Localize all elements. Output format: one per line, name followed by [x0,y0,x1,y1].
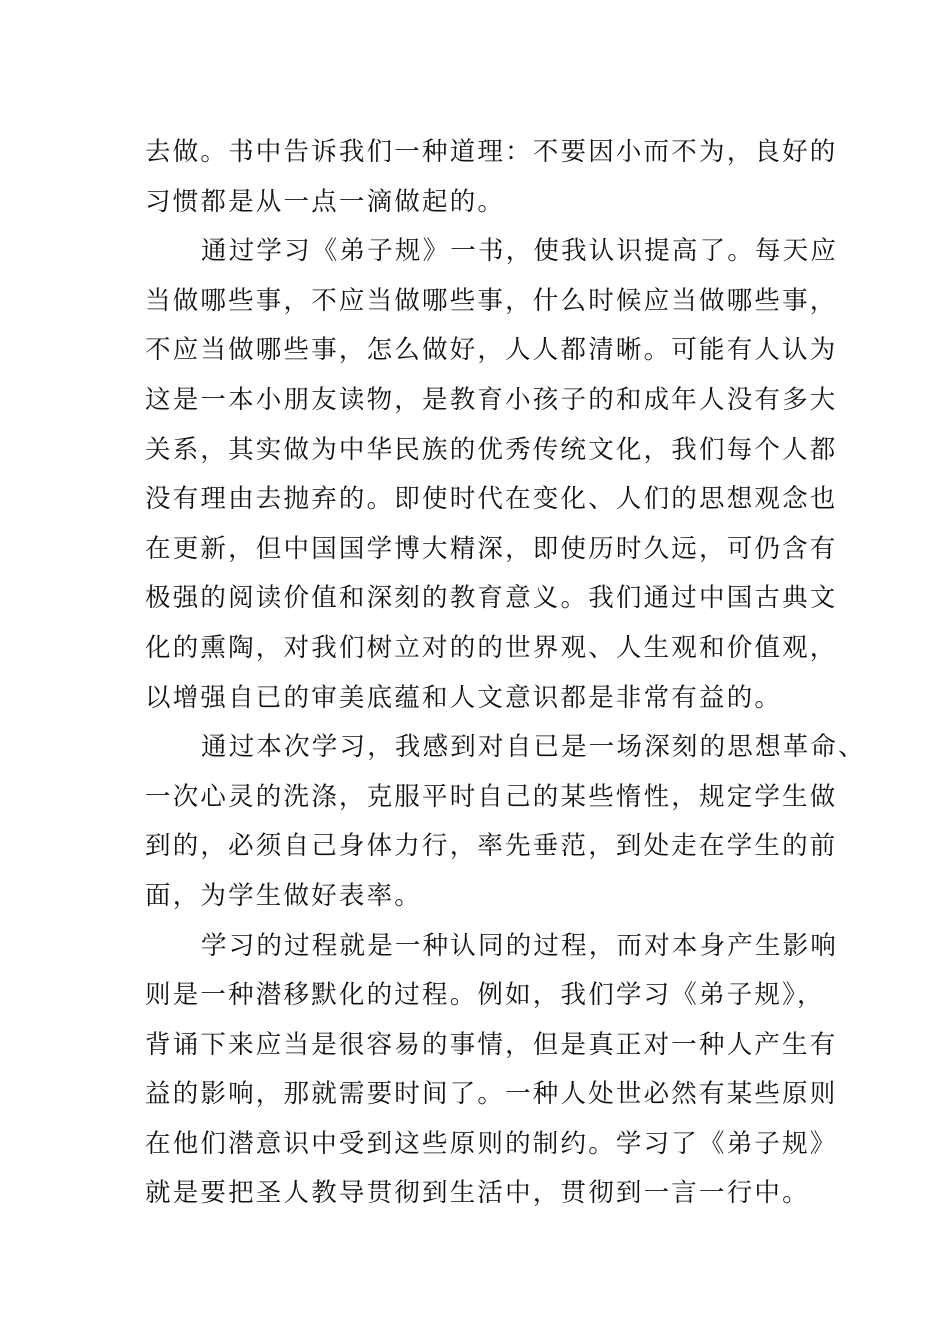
text-line: 背诵下来应当是很容易的事情，但是真正对一种人产生有 [145,1029,838,1060]
text-line: 面，为学生做好表率。 [145,880,423,911]
text-line: 一次心灵的洗涤，克服平时自己的某些惰性，规定学生做 [145,781,838,812]
paragraph-first-line: 学习的过程就是一种认同的过程，而对本身产生影响 [201,930,839,961]
text-line: 习惯都是从一点一滴做起的。 [145,186,506,217]
text-line: 极强的阅读价值和深刻的教育意义。我们通过中国古典文 [145,583,838,614]
text-line: 就是要把圣人教导贯彻到生活中，贯彻到一言一行中。 [145,1178,810,1209]
text-line: 在他们潜意识中受到这些原则的制约。学习了《弟子规》 [145,1128,838,1159]
text-line: 去做。书中告诉我们一种道理：不要因小而不为，良好的 [145,137,838,167]
text-line: 化的熏陶，对我们树立对的的世界观、人生观和价值观， [145,632,838,663]
text-line: 以增强自已的审美底蕴和人文意识都是非常有益的。 [145,682,783,713]
text-line: 当做哪些事，不应当做哪些事，什么时候应当做哪些事， [145,285,838,316]
text-line: 在更新，但中国国学博大精深，即使历时久远，可仍含有 [145,533,838,564]
text-line: 没有理由去抛弃的。即使时代在变化、人们的思想观念也 [145,484,838,515]
paragraph-first-line: 通过本次学习，我感到对自已是一场深刻的思想革命、 [201,732,866,763]
text-line: 不应当做哪些事，怎么做好，人人都清晰。可能有人认为 [145,335,838,366]
paragraph-first-line: 通过学习《弟子规》一书，使我认识提高了。每天应 [201,236,839,267]
text-line: 到的，必须自己身体力行，率先垂范，到处走在学生的前 [145,831,838,862]
text-line: 关系，其实做为中华民族的优秀传统文化，我们每个人都 [145,434,838,465]
text-line: 益的影响，那就需要时间了。一种人处世必然有某些原则 [145,1079,838,1110]
text-line: 这是一本小朋友读物，是教育小孩子的和成年人没有多大 [145,384,838,415]
text-line: 则是一种潜移默化的过程。例如，我们学习《弟子规》， [145,980,825,1011]
body-text [145,128,866,1219]
